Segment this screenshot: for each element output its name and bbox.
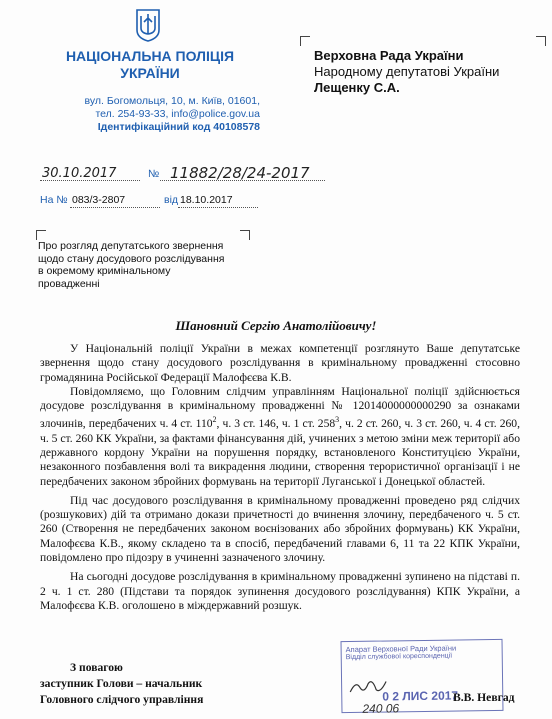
addressee-corner-tl <box>300 36 310 46</box>
addressee-corner-tr <box>536 36 546 46</box>
subject-line3: в окремому кримінальному <box>38 265 171 277</box>
stamp-line2: Відділ службової кореспонденції <box>345 652 453 662</box>
signature-position-1: заступник Голови – начальник <box>40 677 203 690</box>
org-name-line1: НАЦІОНАЛЬНА ПОЛІЦІЯ <box>65 48 235 64</box>
subject-corner-tl <box>36 230 46 240</box>
trident-emblem-icon <box>135 8 161 42</box>
salutation: Шановний Сергію Анатолійовичу! <box>175 318 377 333</box>
p2-sup-1: 2 <box>212 415 217 425</box>
subject-block <box>38 240 248 290</box>
addressee-line3: Лещенку С.А. <box>314 80 400 95</box>
stamp-line1: Апарат Верховної Ради України <box>345 643 457 655</box>
outgoing-number: 11882/28/24-2017 <box>170 164 310 182</box>
subject-line1: Про розгляд депутатського звернення <box>38 240 224 252</box>
body-paragraph-2 <box>40 385 520 489</box>
signer-name: В.В. Невгад <box>453 691 515 704</box>
signature-regards: З повагою <box>70 661 123 674</box>
ref-number: 083/3-2807 <box>72 194 126 206</box>
vid-label: від <box>164 194 179 206</box>
na-label: На № <box>40 194 68 206</box>
subject-line4: провадженні <box>38 277 100 290</box>
stamp-date: 0 2 ЛИС 2017 <box>382 688 459 704</box>
address-line2: тел. 254-93-33, info@police.gov.ua <box>95 108 260 120</box>
subject-line2: щодо стану досудового розслідування <box>38 252 225 265</box>
signature-block <box>40 660 260 708</box>
subject-corner-tr <box>240 230 250 240</box>
addressee-line1: Верховна Рада України <box>314 48 464 63</box>
p2-part-c: , ч. 2 ст. 260, ч. 3 ст. 260, ч. 4 ст. 260, ч. 5 ст. 260 КК України, за фактами фінансування дій, учинених з метою зміни меж території або державного кордону України на порушення порядку, встановленого Конституцією України, незаконного позбавлення волі та викрадення людини, створення терористичної організації і не передбачених законом збройних формувань на території Луганської і Донецької областей. <box>40 417 521 488</box>
p2-sup-2: 3 <box>335 415 340 425</box>
ref-number-underline <box>70 207 160 208</box>
outgoing-date: 30.10.2017 <box>42 166 117 181</box>
body-paragraph-3: Під час досудового розслідування в кримінальному провадженні проведено ряд слідчих (розшукових) дій та отримано докази причетності до вчинення злочину, передбаченого ч. 5 ст. 260 (Створення не передбачених законом воєнізованих або збройних формувань) КК України, Малофєєва К.В., якому складено та в спосіб, передбачений главами 6, 11 та 22 КПК України, повідомлено про підозру в учиненні зазначеного злочину. <box>40 493 520 565</box>
ref-date-underline <box>178 207 258 208</box>
stamp-handwritten-number: 240 06 <box>362 701 400 716</box>
signature-position-2: Головного слідчого управління <box>40 693 204 706</box>
addressee-block <box>314 48 544 96</box>
id-code: Ідентифікаційний код 40108578 <box>97 121 260 133</box>
org-address <box>40 95 260 134</box>
p2-part-b: , ч. 3 ст. 146, ч. 1 ст. 258 <box>216 417 336 431</box>
ref-date: 18.10.2017 <box>180 194 233 206</box>
letter-body <box>40 342 520 613</box>
number-label: № <box>148 168 160 180</box>
addressee-line2: Народному депутатові України <box>314 64 500 79</box>
address-line1: вул. Богомольця, 10, м. Київ, 01601, <box>84 95 260 107</box>
org-name <box>40 48 260 82</box>
body-paragraph-1: У Національній поліції України в межах компетенції розглянуто Ваше депутатське звернення щодо стану досудового розслідування в кримінальному провадженні стосовно громадянина Російської Федерації Малофєєва К.В. <box>40 342 520 384</box>
org-name-line2: УКРАЇНИ <box>120 65 180 81</box>
p2-part-a: Повідомляємо, що Головним слідчим управлінням Національної поліції здійснюється досудове розслідування в кримінальному провадженні № 12014000000000290 за ознаками злочинів, передбачених ч. 4 ст. 110 <box>40 384 520 431</box>
body-paragraph-4: На сьогодні досудове розслідування в кримінальному провадженні зупинено на підставі п. 2 ч. 1 ст. 280 (Підстави та порядок зупинення досудового розслідування) КПК України, а Малофєєва К.В. оголошено в міждержавний розшук. <box>40 570 520 612</box>
